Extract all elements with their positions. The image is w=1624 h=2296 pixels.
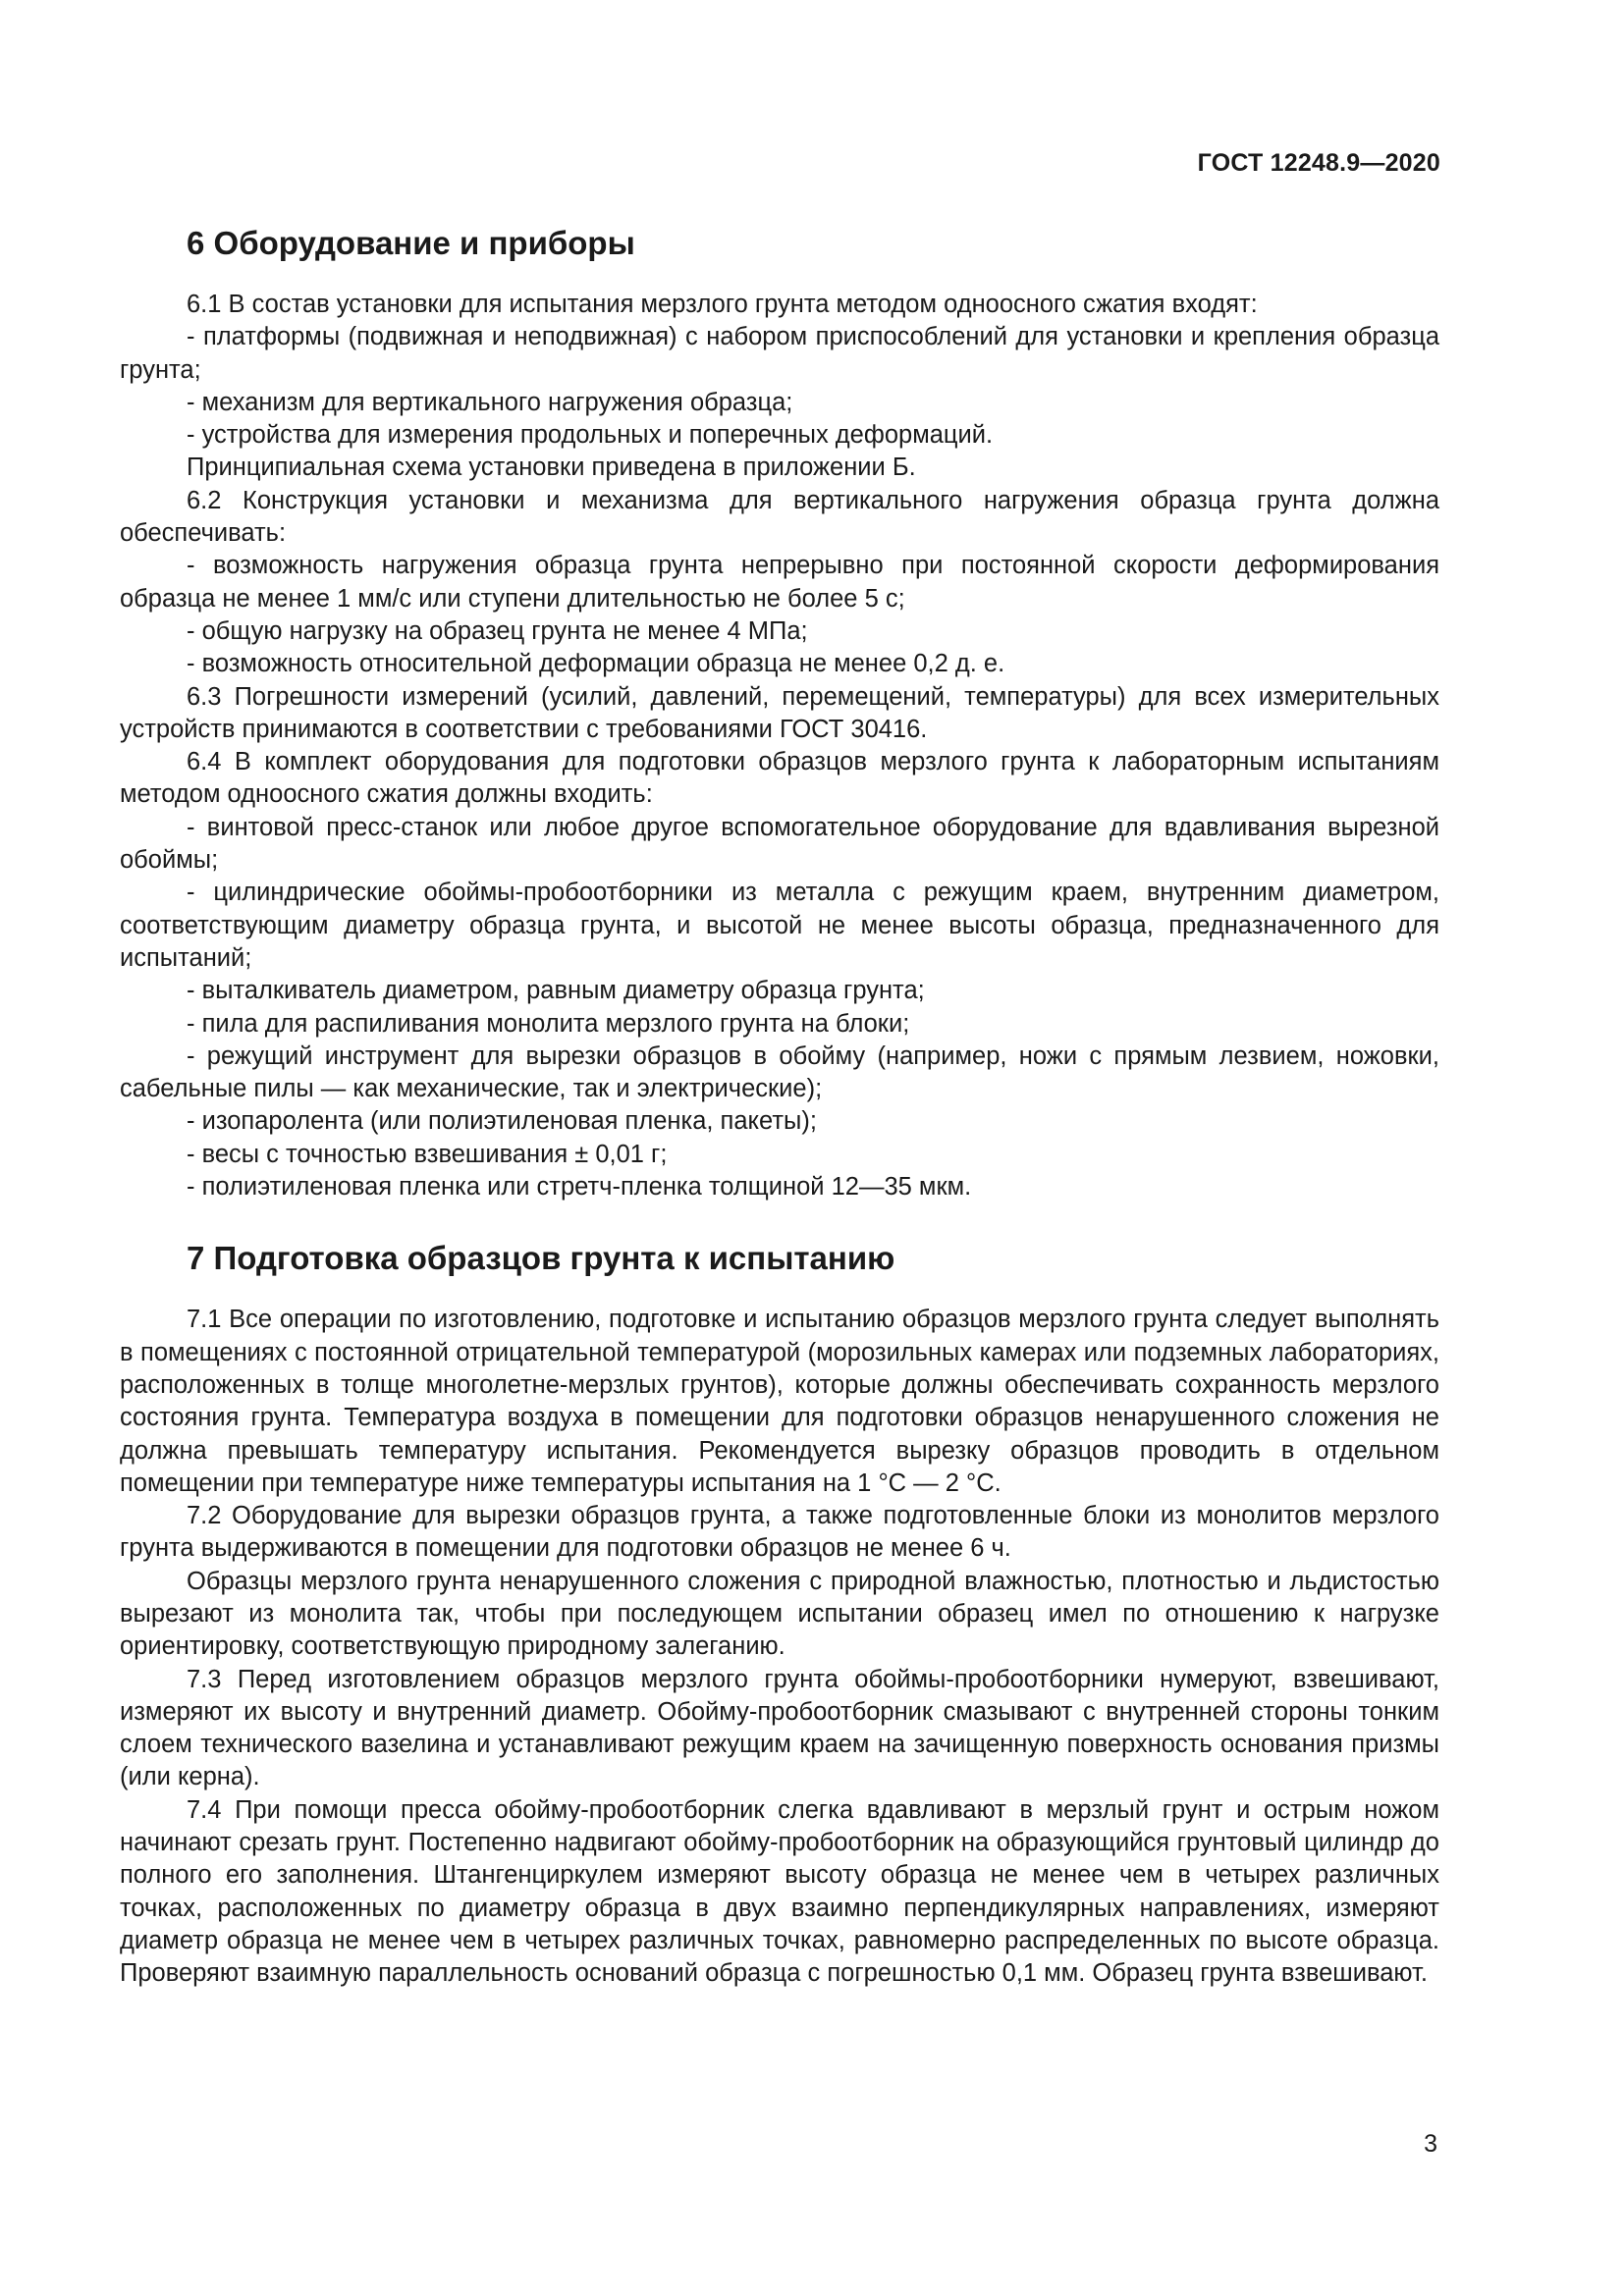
section-6-title: 6 Оборудование и приборы [187,225,635,261]
list-item: - устройства для измерения продольных и поперечных деформаций. [187,421,994,450]
list-item: - цилиндрические обоймы-пробоотборники из металла с режущим краем, внутренним диаметром, соответствующим диаметру образца грунта, и высотой не менее высоты образца, предназначенного для испытаний; [120,879,1439,972]
paragraph-6-1: 6.1 В состав установки для испытания мерзлого грунта методом одноосного сжатия входят: [187,291,1258,318]
list-item: - механизм для вертикального нагружения образца; [187,388,793,416]
page-number: 3 [1424,2130,1437,2158]
paragraph-6-3: 6.3 Погрешности измерений (усилий, давлений, перемещений, температуры) для всех измерительных устройств принимаются в соответствии с требованиями ГОСТ 30416. [120,682,1439,743]
paragraph-6-2: 6.2 Конструкция установки и механизма для вертикального нагружения образца грунта должна обеспечивать: [120,486,1439,548]
paragraph-scheme-note: Принципиальная схема установки приведена в приложении Б. [187,454,916,482]
paragraph-7-2: 7.2 Оборудование для вырезки образцов грунта, а также подготовленные блоки из монолитов мерзлого грунта выдерживаются в помещении для подготовки образцов не менее 6 ч. [120,1502,1439,1563]
list-item: - винтовой пресс-станок или любое другое вспомогательное оборудование для вдавливания вырезной обоймы; [120,813,1439,875]
list-item: - платформы (подвижная и неподвижная) с набором приспособлений для установки и крепления образца грунта; [120,323,1439,384]
document-code: ГОСТ 12248.9—2020 [1197,149,1440,177]
paragraph-7-3: 7.3 Перед изготовлением образцов мерзлого грунта обоймы-пробоотборники нумеруют, взвешивают, измеряют их высоту и внутренний диаметр. Обойму-пробоотборник смазывают с внутренней стороны тонким слоем технического вазелина и устанавливают режущим краем на зачищенную поверхность основания призмы (или керна). [120,1665,1439,1791]
list-item: - изопаролента (или полиэтиленовая пленка, пакеты); [187,1107,817,1136]
list-item: - возможность относительной деформации образца не менее 0,2 д. е. [187,650,1005,678]
list-item: - полиэтиленовая пленка или стретч-пленка толщиной 12—35 мкм. [187,1173,972,1201]
list-item: - режущий инструмент для вырезки образцов в обойму (например, ножи с прямым лезвием, ножовки, сабельные пилы — как механические, так и электрические); [120,1041,1439,1103]
list-item: - весы с точностью взвешивания ± 0,01 г; [187,1140,668,1168]
list-item: - пила для распиливания монолита мерзлого грунта на блоки; [187,1009,910,1038]
paragraph-7-4: 7.4 При помощи пресса обойму-пробоотборник слегка вдавливают в мерзлый грунт и острым ножом начинают срезать грунт. Постепенно надвигают обойму-пробоотборник на образующийся грунтовый цилиндр до полного его заполнения. Штангенциркулем измеряют высоту образца не менее чем в четырех различных точках, расположенных по диаметру образца в двух взаимно перпендикулярных направлениях, измеряют диаметр образца не менее чем в четырех различных точках, равномерно распределенных по высоте образца. Проверяют взаимную параллельность оснований образца с погрешностью 0,1 мм. Образец грунта взвешивают. [120,1795,1439,1988]
paragraph-7-1: 7.1 Все операции по изготовлению, подготовке и испытанию образцов мерзлого грунта следует выполнять в помещениях с постоянной отрицательной температурой (морозильных камерах или подземных лабораториях, расположенных в толще многолетне-мерзлых грунтов), которые должны обеспечивать сохранность мерзлого состояния грунта. Температура воздуха в помещении для подготовки образцов ненарушенного сложения не должна превышать температуру испытания. Рекомендуется вырезку образцов проводить в отдельном помещении при температуре ниже температуры испытания на 1 °С — 2 °С. [120,1306,1439,1497]
paragraph-6-4: 6.4 В комплект оборудования для подготовки образцов мерзлого грунта к лабораторным испытаниям методом одноосного сжатия должны входить: [120,748,1439,809]
section-7-title: 7 Подготовка образцов грунта к испытанию [187,1240,895,1277]
paragraph-sample-orientation: Образцы мерзлого грунта ненарушенного сложения с природной влажностью, плотностью и льдистостью вырезают из монолита так, чтобы при последующем испытании образец имел по отношению к нагрузке ориентировку, соответствующую природному залеганию. [120,1567,1439,1661]
list-item: - возможность нагружения образца грунта непрерывно при постоянной скорости деформирования образца не менее 1 мм/с или ступени длительностью не более 5 с; [120,552,1439,613]
list-item: - общую нагрузку на образец грунта не менее 4 МПа; [187,616,808,645]
list-item: - выталкиватель диаметром, равным диаметру образца грунта; [187,977,925,1005]
page-content [120,224,1439,1991]
